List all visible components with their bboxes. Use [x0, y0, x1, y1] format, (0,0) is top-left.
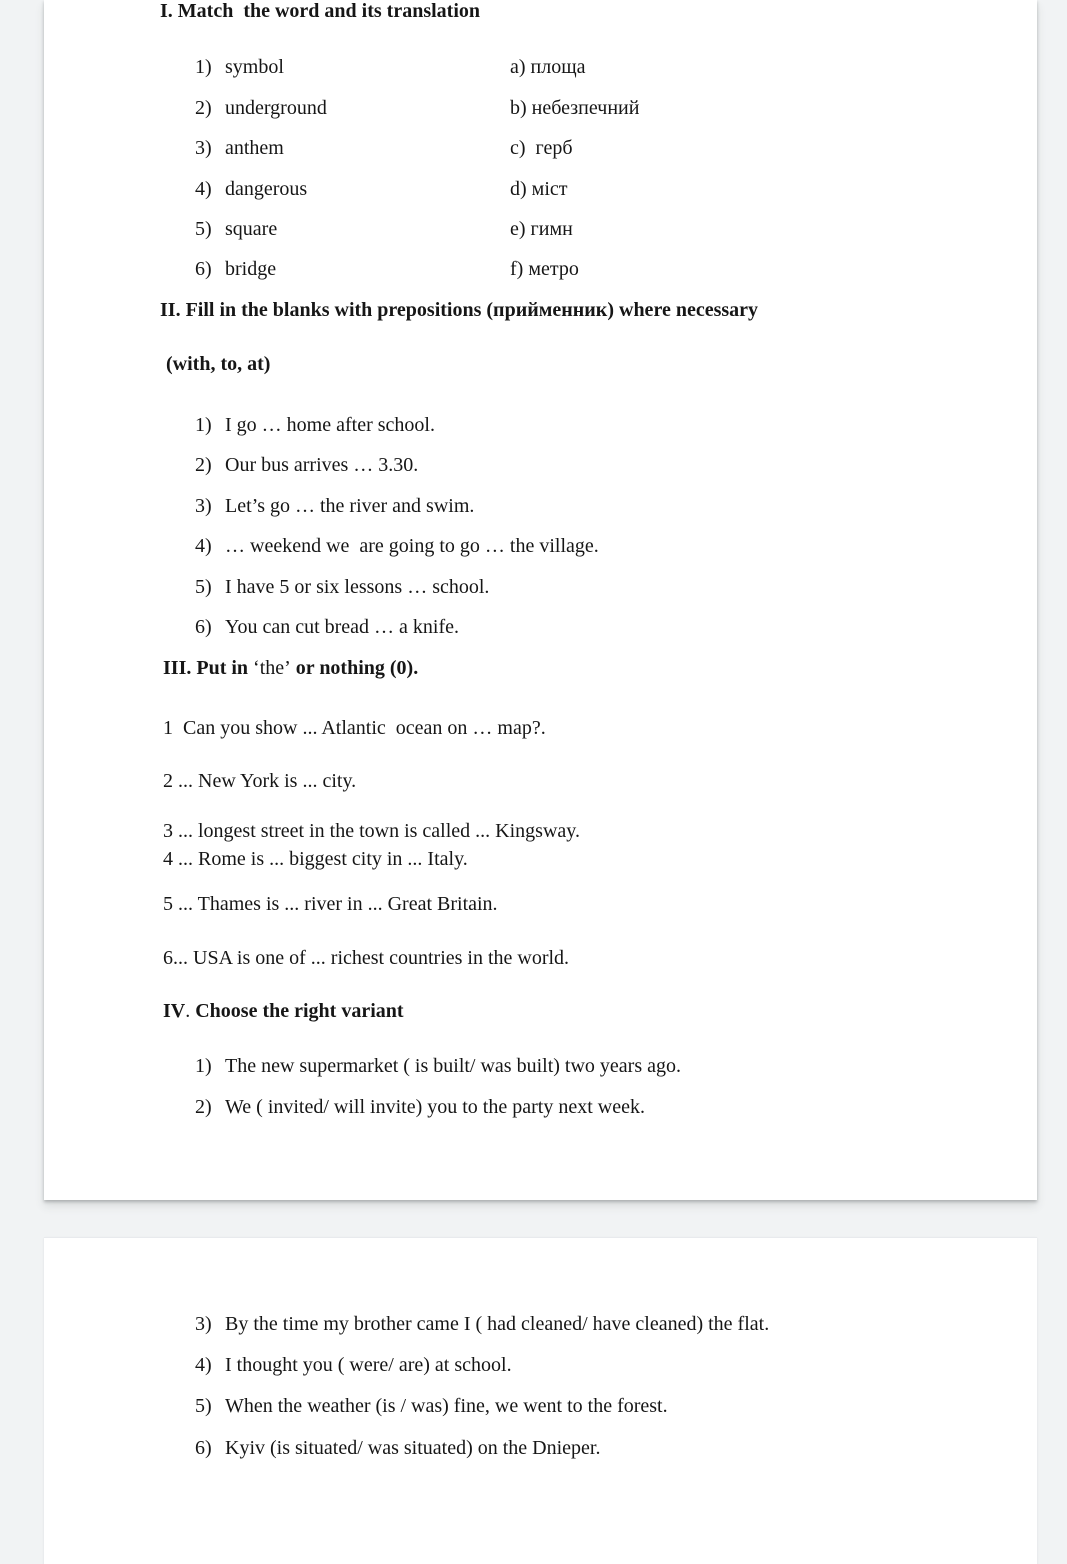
item-text: The new supermarket ( is built/ was built) two years ago. — [225, 1055, 681, 1077]
match-item-word: bridge — [225, 258, 277, 280]
section-3-title-pre: III. Put in — [163, 657, 254, 679]
section-1-title: I. Match the word and its translation — [160, 0, 481, 22]
section-3-title-quoted: ‘the’ — [253, 657, 291, 679]
item-number: 1) — [195, 1055, 212, 1077]
item-number: 6) — [195, 616, 212, 638]
variant-item-row — [0, 1352, 1067, 1378]
variant-item-row — [0, 1393, 1067, 1419]
item-text: I have 5 or six lessons … school. — [225, 576, 490, 598]
match-item-translation: e) гимн — [510, 218, 573, 240]
item-number: 5) — [195, 576, 212, 598]
item-number: 5) — [195, 1395, 212, 1417]
item-number: 1) — [195, 414, 212, 436]
match-item-number: 1) — [195, 56, 212, 78]
preposition-item-row — [0, 412, 1067, 438]
match-pair-row — [0, 54, 1067, 80]
match-item-number: 2) — [195, 97, 212, 119]
match-item-number: 4) — [195, 178, 212, 200]
item-text: Let’s go … the river and swim. — [225, 495, 475, 517]
section-4-title — [163, 998, 404, 1024]
item-text: I go … home after school. — [225, 414, 435, 436]
preposition-item-row — [0, 574, 1067, 600]
section-2-title: II. Fill in the blanks with prepositions (прийменник) where necessary — [160, 299, 759, 321]
match-item-number: 6) — [195, 258, 212, 280]
match-pair-row — [0, 256, 1067, 282]
match-pair-row — [0, 135, 1067, 161]
item-number: 4) — [195, 1354, 212, 1376]
article-item: 4 ... Rome is ... biggest city in ... Italy. — [163, 848, 468, 870]
preposition-item-row — [0, 614, 1067, 640]
item-number: 3) — [195, 495, 212, 517]
item-text: You can cut bread … a knife. — [225, 616, 460, 638]
item-number: 2) — [195, 1096, 212, 1118]
article-item: 2 ... New York is ... city. — [163, 770, 357, 792]
item-text: I thought you ( were/ are) at school. — [225, 1354, 512, 1376]
match-item-word: square — [225, 218, 278, 240]
match-pair-row — [0, 95, 1067, 121]
item-text: Our bus arrives … 3.30. — [225, 454, 419, 476]
variant-item-row — [0, 1094, 1067, 1120]
section-3-title-post: or nothing (0). — [290, 657, 419, 679]
item-number: 2) — [195, 454, 212, 476]
preposition-item-row — [0, 452, 1067, 478]
match-item-word: symbol — [225, 56, 284, 78]
article-item: 1 Can you show ... Atlantic ocean on … map?. — [163, 717, 546, 739]
match-pair-row — [0, 216, 1067, 242]
section-4-title-sep: . — [185, 1000, 196, 1022]
preposition-item-row — [0, 493, 1067, 519]
section-4-title-roman: IV — [163, 1000, 186, 1022]
item-text: Kyiv (is situated/ was situated) on the Dnieper. — [225, 1437, 601, 1459]
article-item: 6... USA is one of ... richest countries in the world. — [163, 947, 570, 969]
match-item-translation: d) міст — [510, 178, 568, 200]
item-text: … weekend we are going to go … the village. — [225, 535, 599, 557]
article-item: 5 ... Thames is ... river in ... Great Britain. — [163, 893, 498, 915]
match-item-translation: a) площа — [510, 56, 586, 78]
item-text: We ( invited/ will invite) you to the party next week. — [225, 1096, 645, 1118]
match-item-word: dangerous — [225, 178, 308, 200]
variant-item-row — [0, 1311, 1067, 1337]
match-item-word: underground — [225, 97, 327, 119]
preposition-item-row — [0, 533, 1067, 559]
item-number: 3) — [195, 1313, 212, 1335]
article-item: 3 ... longest street in the town is called ... Kingsway. — [163, 820, 580, 842]
item-text: By the time my brother came I ( had cleaned/ have cleaned) the flat. — [225, 1313, 770, 1335]
match-item-number: 3) — [195, 137, 212, 159]
match-item-translation: b) небезпечний — [510, 97, 640, 119]
match-pair-row — [0, 176, 1067, 202]
item-number: 6) — [195, 1437, 212, 1459]
match-item-number: 5) — [195, 218, 212, 240]
match-item-word: anthem — [225, 137, 284, 159]
variant-item-row — [0, 1053, 1067, 1079]
item-text: When the weather (is / was) fine, we went to the forest. — [225, 1395, 668, 1417]
item-number: 4) — [195, 535, 212, 557]
section-3-title — [163, 655, 418, 681]
variant-item-row — [0, 1435, 1067, 1461]
section-4-title-rest: Choose the right variant — [195, 1000, 404, 1022]
section-2-word-bank: (with, to, at) — [166, 353, 271, 375]
match-item-translation: f) метро — [510, 258, 579, 280]
match-item-translation: c) герб — [510, 137, 573, 159]
